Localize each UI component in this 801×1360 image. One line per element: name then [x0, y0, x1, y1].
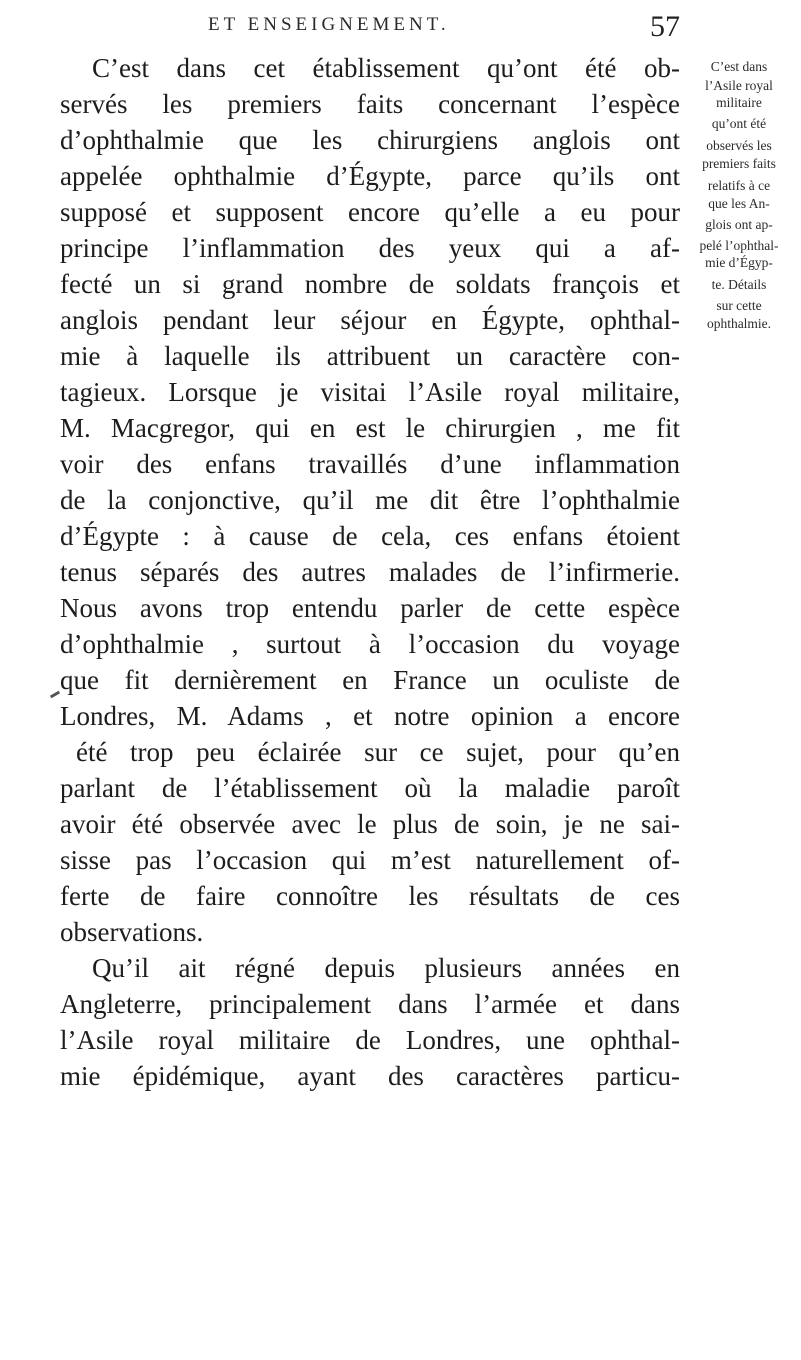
margin-note-line: te. Détails: [711, 277, 767, 292]
ink-mark: [50, 691, 60, 699]
margin-note-line: C’est dans: [710, 59, 768, 74]
body-line: l’Asile royal militaire de Londres, une ophthal-: [60, 1025, 680, 1055]
body-line: mie à laquelle ils attribuent un caractère con-: [60, 341, 680, 371]
running-title: ET ENSEIGNEMENT.: [208, 14, 450, 35]
body-line: Londres, M. Adams , et notre opinion a encore: [60, 701, 680, 731]
margin-note-line: militaire: [716, 95, 762, 110]
margin-note-line: qu’ont été: [711, 116, 767, 131]
page-number: 57: [650, 10, 680, 43]
body-line: appelée ophthalmie d’Égypte, parce qu’ils ont: [60, 161, 680, 191]
body-line: Nous avons trop entendu parler de cette espèce: [60, 593, 680, 623]
body-line: de la conjonctive, qu’il me dit être l’ophthalmie: [60, 485, 680, 515]
body-line: d’ophthalmie que les chirurgiens anglois ont: [60, 125, 680, 155]
body-line: fecté un si grand nombre de soldats françois et: [60, 269, 680, 299]
body-line: Angleterre, principalement dans l’armée et dans: [60, 989, 680, 1019]
body-line: M. Macgregor, qui en est le chirurgien , me fit: [60, 413, 680, 443]
margin-note-line: relatifs à ce: [707, 178, 771, 193]
body-line: anglois pendant leur séjour en Égypte, ophthal-: [60, 305, 680, 335]
body-line: ferte de faire connoître les résultats de ces: [60, 881, 680, 911]
body-line: avoir été observée avec le plus de soin, je ne sai-: [60, 809, 680, 839]
body-line: sisse pas l’occasion qui m’est naturellement of-: [60, 845, 680, 875]
margin-note-line: ophthalmie.: [706, 316, 772, 331]
body-line: tagieux. Lorsque je visitai l’Asile royal militaire,: [60, 377, 680, 407]
body-line: voir des enfans travaillés d’une inflammation: [60, 449, 680, 479]
margin-note-line: sur cette: [716, 298, 762, 313]
body-line: C’est dans cet établissement qu’ont été ob-: [92, 53, 680, 83]
margin-note-line: mie d’Égyp-: [705, 255, 773, 270]
body-line: mie épidémique, ayant des caractères particu-: [60, 1061, 680, 1091]
margin-note-line: observés les: [706, 138, 772, 153]
body-line: supposé et supposent encore qu’elle a eu pour: [60, 197, 680, 227]
body-line: été trop peu éclairée sur ce sujet, pour qu’en: [76, 737, 680, 767]
margin-note-line: pelé l’ophthal-: [699, 238, 779, 253]
margin-note-line: que les An-: [708, 196, 770, 211]
margin-note-line: premiers faits: [702, 156, 776, 171]
body-line: parlant de l’établissement où la maladie paroît: [60, 773, 680, 803]
body-line: tenus séparés des autres malades de l’infirmerie.: [60, 557, 680, 587]
margin-note-line: l’Asile royal: [705, 78, 773, 93]
body-line: Qu’il ait régné depuis plusieurs années en: [92, 953, 680, 983]
margin-note-line: glois ont ap-: [705, 217, 773, 232]
body-line: d’ophthalmie , surtout à l’occasion du voyage: [60, 629, 680, 659]
running-head: [60, 10, 680, 44]
body-line: principe l’inflammation des yeux qui a af-: [60, 233, 680, 263]
body-line: observations.: [60, 917, 204, 947]
body-line: que fit dernièrement en France un oculiste de: [60, 665, 680, 695]
body-line: d’Égypte : à cause de cela, ces enfans étoient: [60, 521, 680, 551]
body-line: servés les premiers faits concernant l’espèce: [60, 89, 680, 119]
